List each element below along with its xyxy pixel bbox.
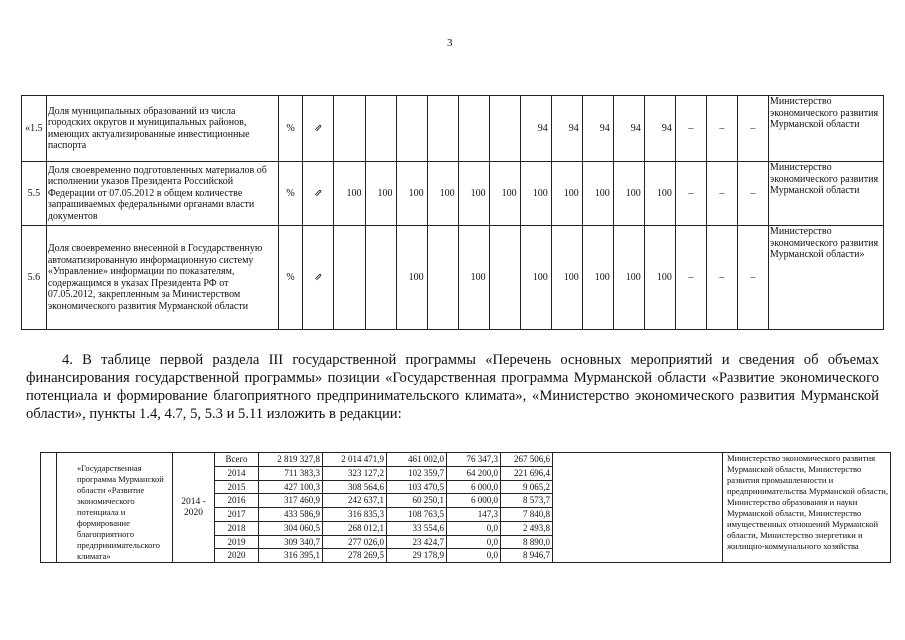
blank-cell	[41, 453, 57, 563]
amount-cell: 0,0	[447, 521, 501, 535]
value-cell: 100	[613, 162, 644, 226]
value-cell: 100	[396, 162, 427, 226]
amount-cell: 8 946,7	[501, 549, 553, 563]
amount-cell: 2 819 327,8	[259, 453, 323, 467]
value-cell: 100	[551, 162, 582, 226]
indicator-row	[22, 162, 884, 226]
value-cell: –	[675, 96, 706, 162]
blank-cell	[553, 453, 723, 563]
amount-cell: 33 554,6	[387, 521, 447, 535]
period-cell: 2014 - 2020	[173, 453, 215, 563]
amount-cell: 6 000,0	[447, 480, 501, 494]
value-cell: –	[706, 162, 737, 226]
value-cell: –	[737, 162, 768, 226]
value-cell: –	[675, 226, 706, 330]
trend-arrow-icon: ⇗	[303, 162, 334, 226]
year-cell: 2018	[215, 521, 259, 535]
value-cell	[334, 96, 365, 162]
value-cell: 94	[644, 96, 675, 162]
amount-cell: 29 178,9	[387, 549, 447, 563]
responsible-cell: Министерство экономического развития Мурманской области	[768, 96, 883, 162]
amount-cell: 711 383,3	[259, 466, 323, 480]
value-cell: 100	[427, 162, 458, 226]
financing-row	[41, 453, 891, 467]
amount-cell: 6 000,0	[447, 494, 501, 508]
amount-cell: 0,0	[447, 549, 501, 563]
value-cell: 100	[582, 162, 613, 226]
responsible-list: Министерство экономического развития Мурманской области, Министерство развития промышленности и предпринимательства Мурманской области, Министерство образования и науки Мурманской области, Министерство имущественных отношений Мурманской области, Министерство энергетики и жилищно-коммунального хозяйства	[723, 453, 891, 563]
amount-cell: 2 014 471,9	[323, 453, 387, 467]
value-cell	[489, 226, 520, 330]
value-cell: –	[737, 226, 768, 330]
amount-cell: 277 026,0	[323, 535, 387, 549]
amount-cell: 102 359,7	[387, 466, 447, 480]
indicator-row	[22, 226, 884, 330]
amount-cell: 461 002,0	[387, 453, 447, 467]
value-cell: 100	[613, 226, 644, 330]
paragraph-text: 4. В таблице первой раздела III государственной программы «Перечень основных мероприятий и сведения об объемах финансирования государственной программы» позиции «Государственная программа Мурманской области «Развитие экономического потенциала и формирование благоприятного предпринимательского климата», «Министерство экономического развития Мурманской области», пункты 1.4, 4.7, 5, 5.3 и 5.11 изложить в редакции:	[26, 352, 879, 422]
value-cell	[489, 96, 520, 162]
indicator-row	[22, 96, 884, 162]
value-cell: 100	[396, 226, 427, 330]
year-cell: 2017	[215, 508, 259, 522]
value-cell: –	[737, 96, 768, 162]
value-cell: 94	[520, 96, 551, 162]
value-cell	[427, 96, 458, 162]
amount-cell: 103 470,5	[387, 480, 447, 494]
unit-cell: %	[278, 96, 303, 162]
amount-cell: 60 250,1	[387, 494, 447, 508]
value-cell: 100	[644, 226, 675, 330]
amount-cell: 278 269,5	[323, 549, 387, 563]
amount-cell: 221 696,4	[501, 466, 553, 480]
trend-arrow-icon: ⇗	[303, 96, 334, 162]
row-number: 5.6	[22, 226, 47, 330]
value-cell: 100	[458, 162, 489, 226]
value-cell: 100	[520, 162, 551, 226]
responsible-cell: Министерство экономического развития Мурманской области»	[768, 226, 883, 330]
value-cell: 100	[582, 226, 613, 330]
unit-cell: %	[278, 226, 303, 330]
amount-cell: 316 395,1	[259, 549, 323, 563]
amount-cell: 427 100,3	[259, 480, 323, 494]
amount-cell: 64 200,0	[447, 466, 501, 480]
value-cell	[427, 226, 458, 330]
value-cell: 100	[334, 162, 365, 226]
value-cell: –	[706, 226, 737, 330]
value-cell: 100	[489, 162, 520, 226]
unit-cell: %	[278, 162, 303, 226]
amount-cell: 108 763,5	[387, 508, 447, 522]
financing-table	[40, 452, 891, 563]
value-cell: 100	[458, 226, 489, 330]
year-cell: 2019	[215, 535, 259, 549]
amount-cell: 23 424,7	[387, 535, 447, 549]
value-cell	[365, 226, 396, 330]
program-name: «Государственная программа Мурманской области «Развитие экономического потенциала и формирование благоприятного предпринимательского климата»	[57, 453, 173, 563]
value-cell	[334, 226, 365, 330]
row-number: 5.5	[22, 162, 47, 226]
year-cell: 2016	[215, 494, 259, 508]
amount-cell: 317 460,9	[259, 494, 323, 508]
amount-cell: 268 012,1	[323, 521, 387, 535]
year-cell: Всего	[215, 453, 259, 467]
value-cell: 100	[551, 226, 582, 330]
trend-arrow-icon: ⇗	[303, 226, 334, 330]
amount-cell: 8 573,7	[501, 494, 553, 508]
indicator-table	[21, 95, 884, 330]
value-cell: 94	[582, 96, 613, 162]
amount-cell: 308 564,6	[323, 480, 387, 494]
amount-cell: 9 065,2	[501, 480, 553, 494]
amount-cell: 323 127,2	[323, 466, 387, 480]
amount-cell: 8 890,0	[501, 535, 553, 549]
indicator-name: Доля муниципальных образований из числа городских округов и муниципальных районов, имеющих актуализированные инвестиционные паспорта	[46, 96, 278, 162]
year-cell: 2014	[215, 466, 259, 480]
value-cell: –	[706, 96, 737, 162]
page-number: 3	[447, 37, 453, 49]
responsible-cell: Министерство экономического развития Мурманской области	[768, 162, 883, 226]
year-cell: 2015	[215, 480, 259, 494]
indicator-name: Доля своевременно подготовленных материалов об исполнении указов Президента Российской Федерации от 07.05.2012 в общем количестве запрашиваемых федеральными органами власти документов	[46, 162, 278, 226]
row-number: «1.5	[22, 96, 47, 162]
value-cell: –	[675, 162, 706, 226]
value-cell: 100	[520, 226, 551, 330]
value-cell	[365, 96, 396, 162]
value-cell	[396, 96, 427, 162]
amount-cell: 7 840,8	[501, 508, 553, 522]
amendment-paragraph	[26, 351, 879, 423]
amount-cell: 433 586,9	[259, 508, 323, 522]
value-cell	[458, 96, 489, 162]
amount-cell: 76 347,3	[447, 453, 501, 467]
amount-cell: 0,0	[447, 535, 501, 549]
value-cell: 94	[551, 96, 582, 162]
year-cell: 2020	[215, 549, 259, 563]
value-cell: 100	[365, 162, 396, 226]
indicator-name: Доля своевременно внесенной в Государственную автоматизированную информационную систему «Управление» информации по показателям, содержащимся в указах Президента РФ от 07.05.2012, закрепленным за Министерством экономического развития Мурманской области	[46, 226, 278, 330]
amount-cell: 242 637,1	[323, 494, 387, 508]
amount-cell: 304 060,5	[259, 521, 323, 535]
amount-cell: 147,3	[447, 508, 501, 522]
amount-cell: 267 506,6	[501, 453, 553, 467]
amount-cell: 2 493,8	[501, 521, 553, 535]
amount-cell: 309 340,7	[259, 535, 323, 549]
value-cell: 94	[613, 96, 644, 162]
value-cell: 100	[644, 162, 675, 226]
amount-cell: 316 835,3	[323, 508, 387, 522]
